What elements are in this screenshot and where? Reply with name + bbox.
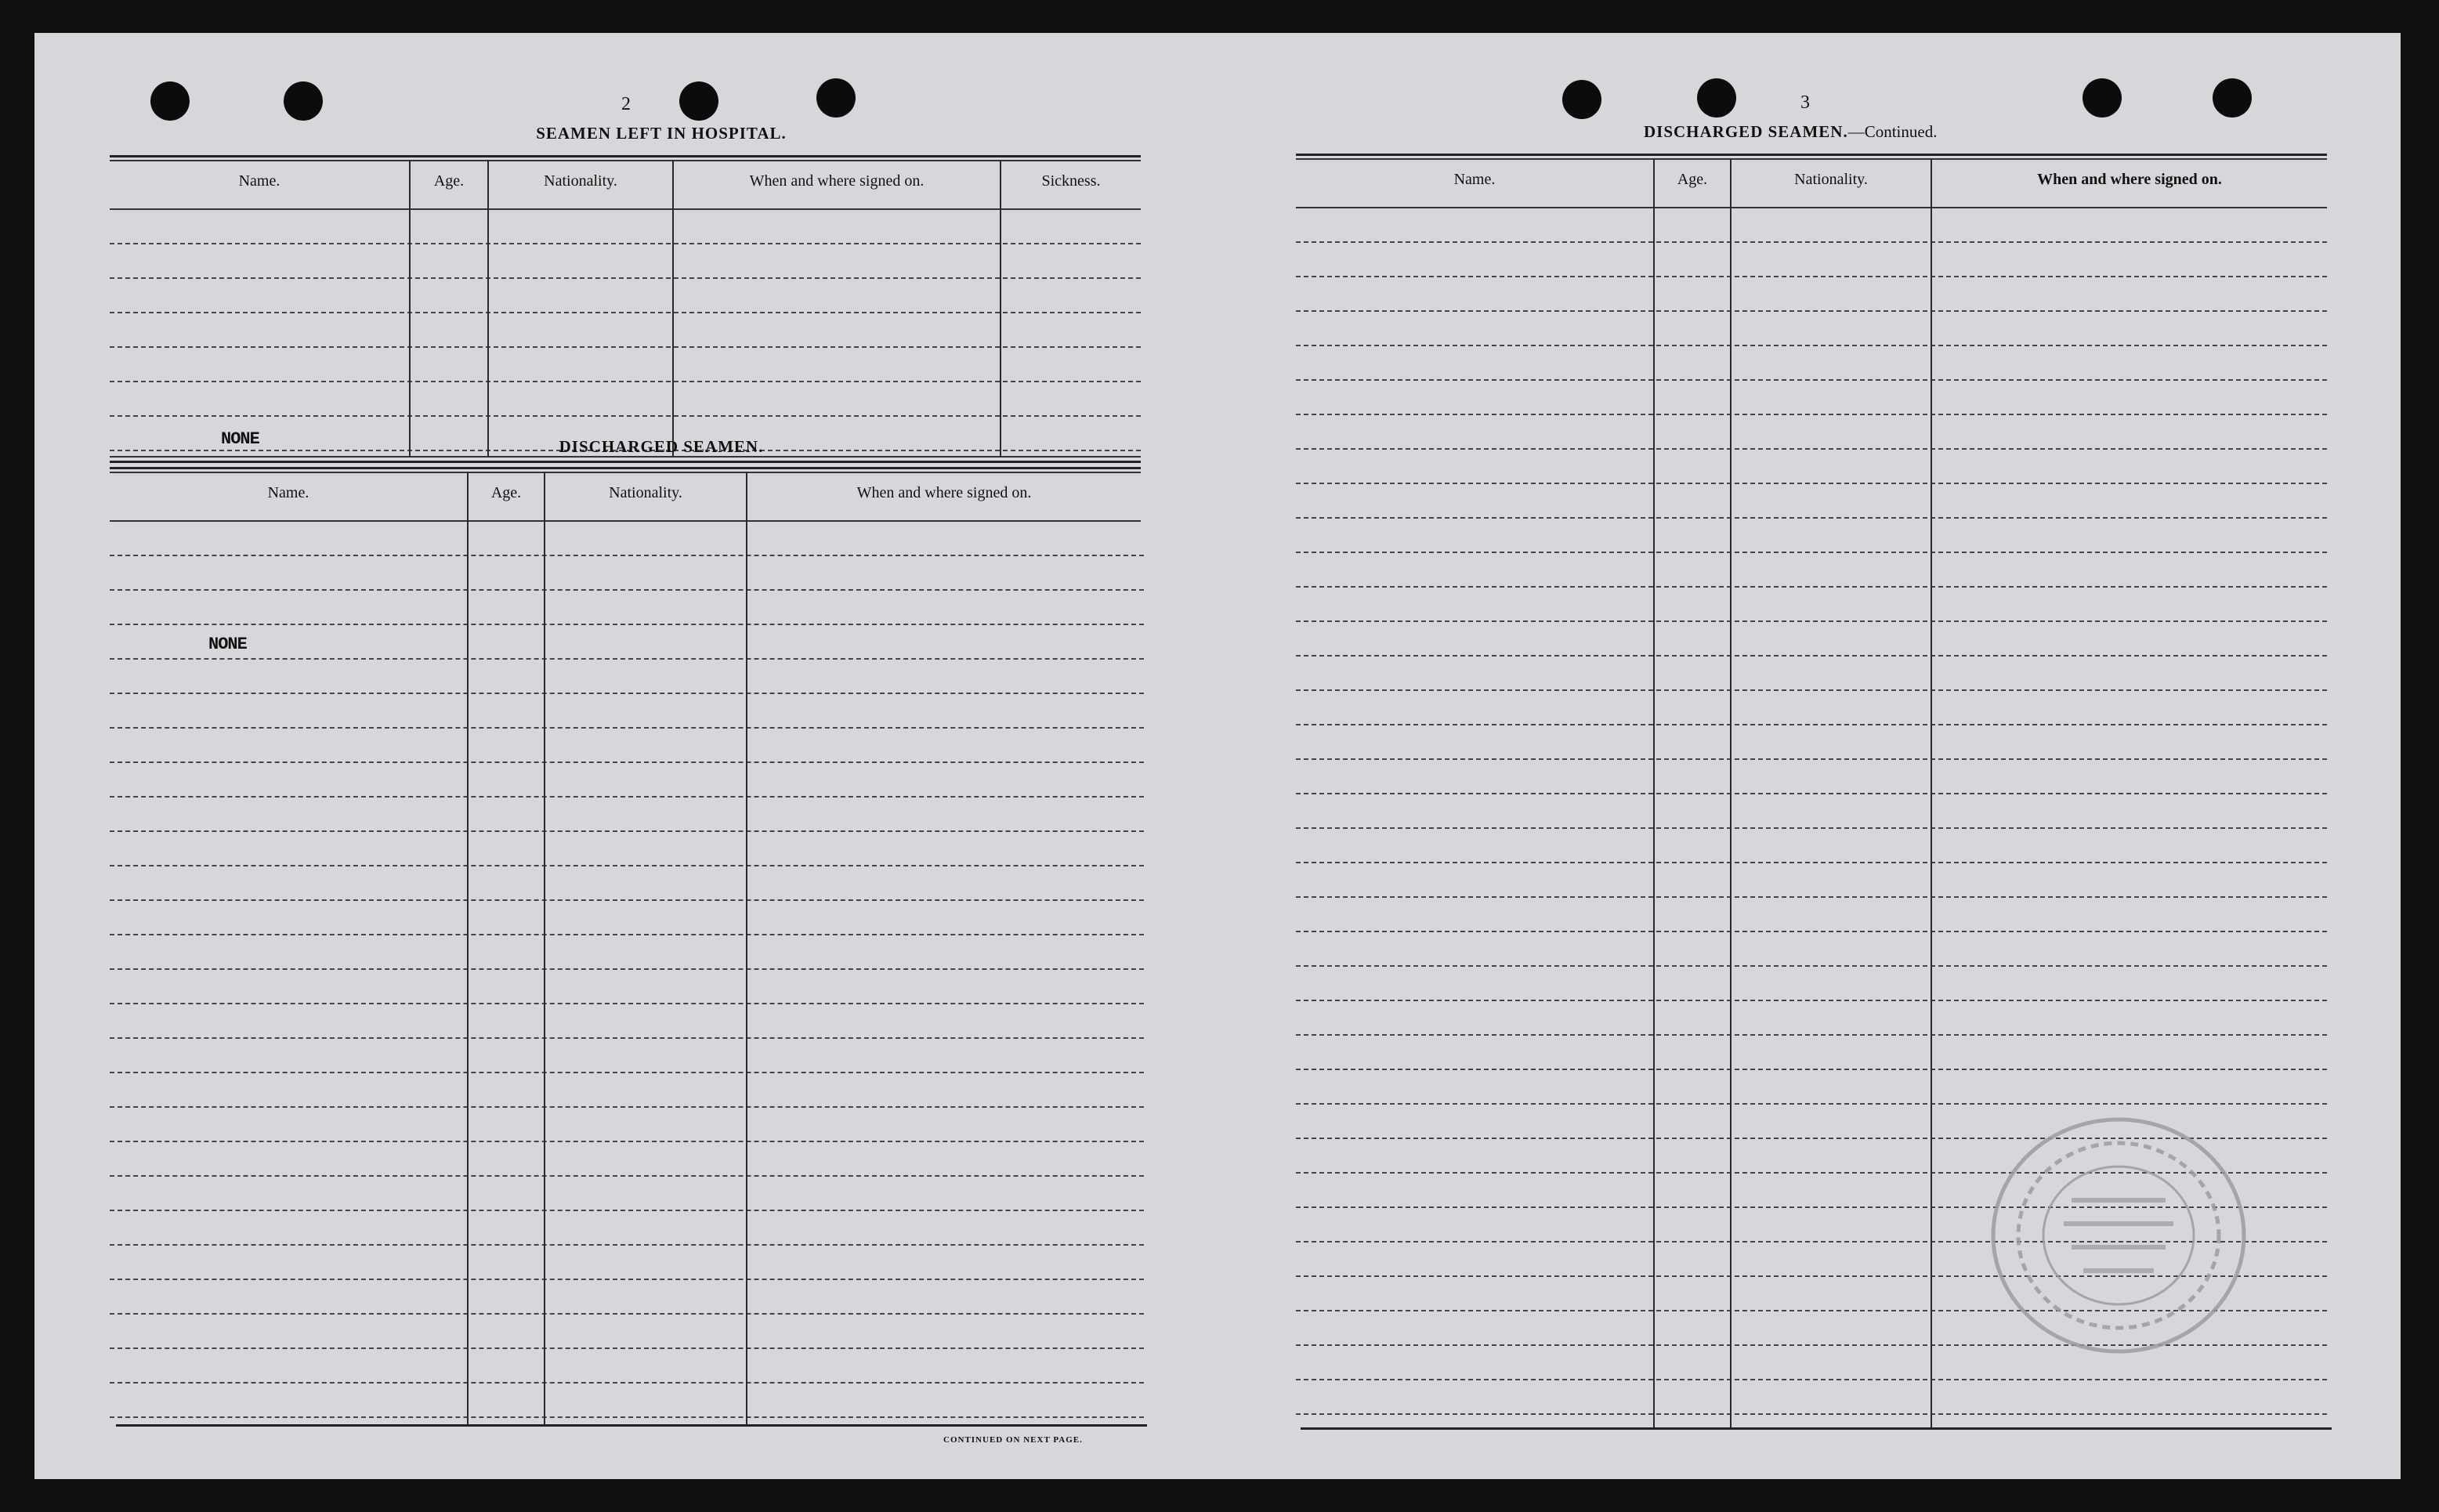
hospital-col-divider [1000,160,1001,458]
right-col-age: Age. [1677,171,1708,188]
discharged-header-rule [110,520,1141,522]
punch-hole-icon [2213,78,2252,118]
discharged-col-signed-on: When and where signed on. [856,484,1032,501]
ruled-line [110,312,1141,313]
discharged-table-top-rule [110,467,1141,469]
ruled-line [1296,931,2327,932]
discharged-table-bottom-rule [116,1424,1147,1427]
ruled-line [1296,586,2327,588]
ruled-line [1296,1069,2327,1070]
ruled-line [110,693,1144,694]
hospital-table-top-rule-2 [110,160,1141,161]
ruled-line [110,1175,1144,1177]
punch-hole-icon [2083,78,2122,118]
discharged-table-top-rule-2 [110,472,1141,473]
ruled-line [110,1313,1144,1315]
hospital-section-title: SEAMEN LEFT IN HOSPITAL. [536,124,787,143]
right-header-rule [1296,207,2327,208]
right-col-divider [1653,158,1655,1427]
ruled-line [1296,414,2327,415]
punch-hole-icon [1562,80,1601,119]
ruled-line [110,1382,1144,1384]
hospital-col-age: Age. [433,172,465,190]
ruled-line [1296,862,2327,863]
ruled-line [1296,379,2327,381]
ruled-line [1296,793,2327,794]
ruled-line [110,968,1144,970]
right-col-divider [1931,158,1932,1427]
document-sheet [34,33,2401,1479]
punch-hole-icon [284,81,323,121]
ruled-line [110,865,1144,866]
punch-hole-icon [1697,78,1736,118]
discharged-continued-title-main: DISCHARGED SEAMEN. [1644,122,1848,141]
ruled-line [110,1416,1144,1418]
ruled-line [1296,310,2327,312]
ruled-line [110,243,1141,244]
ruled-line [110,899,1144,901]
right-col-signed-on: When and where signed on. [2037,171,2222,188]
ruled-line [1296,1103,2327,1105]
right-col-nationality: Nationality. [1794,171,1868,188]
right-table-top-rule [1296,154,2327,156]
ruled-line [110,346,1141,348]
discharged-col-divider [544,472,545,1424]
right-table-bottom-rule [1301,1427,2332,1430]
right-col-name: Name. [1453,171,1496,188]
ruled-line [1296,448,2327,450]
hospital-none-entry: NONE [221,429,259,449]
right-col-divider [1730,158,1732,1427]
discharged-col-divider [746,472,747,1424]
ruled-line [110,589,1144,591]
ruled-line [1296,689,2327,691]
ruled-line [110,624,1144,625]
ruled-line [1296,724,2327,725]
ruled-line [1296,1000,2327,1001]
ruled-line [1296,345,2327,346]
discharged-col-name: Name. [267,484,309,501]
ruled-line [1296,241,2327,243]
ruled-line [110,761,1144,763]
discharged-col-age: Age. [490,484,522,501]
continued-footer: CONTINUED ON NEXT PAGE. [943,1435,1083,1445]
hospital-table-top-rule [110,155,1141,157]
ruled-line [1296,483,2327,484]
hospital-col-name: Name. [238,172,280,190]
ruled-line [110,381,1141,382]
ruled-line [110,796,1144,798]
ruled-line [1296,276,2327,277]
discharged-continued-title-suffix: —Continued. [1847,122,1938,141]
hospital-col-divider [409,160,411,458]
hospital-col-divider [487,160,489,458]
ruled-line [1296,1379,2327,1380]
ruled-line [110,1244,1144,1246]
ruled-line [110,1210,1144,1211]
ruled-line [1296,552,2327,553]
ruled-line [110,1279,1144,1280]
ruled-line [1296,965,2327,967]
ruled-line [110,830,1144,832]
ruled-line [110,1106,1144,1108]
hospital-col-nationality: Nationality. [544,172,617,190]
discharged-col-divider [467,472,469,1424]
ruled-line [1296,827,2327,829]
hospital-table-bottom-rule-2 [110,461,1141,463]
punch-hole-icon [150,81,190,121]
ruled-line [1296,1413,2327,1415]
ruled-line [1296,758,2327,760]
circular-ink-stamp-icon [1970,1106,2267,1365]
ruled-line [110,1141,1144,1142]
hospital-header-rule [110,208,1141,210]
ruled-line [110,1037,1144,1039]
ruled-line [110,934,1144,935]
page-number-right: 3 [1800,92,1810,113]
page-number-left: 2 [621,94,631,114]
hospital-col-signed-on: When and where signed on. [749,172,925,190]
ruled-line [1296,655,2327,657]
hospital-col-sickness: Sickness. [1041,172,1101,190]
ruled-line [110,555,1144,556]
discharged-none-entry: NONE [208,635,247,654]
hospital-col-divider [672,160,674,458]
ruled-line [110,1347,1144,1349]
ruled-line [1296,517,2327,519]
ruled-line [1296,1034,2327,1036]
right-table-top-rule-2 [1296,158,2327,160]
ruled-line [1296,896,2327,898]
ruled-line [110,658,1144,660]
ruled-line [110,277,1141,279]
ruled-line [110,1072,1144,1073]
punch-hole-icon [679,81,718,121]
ruled-line [110,727,1144,729]
ruled-line [110,1003,1144,1004]
discharged-continued-title [1644,122,1937,142]
discharged-section-title: DISCHARGED SEAMEN. [559,437,764,456]
ruled-line [110,415,1141,417]
ruled-line [1296,620,2327,622]
discharged-col-nationality: Nationality. [609,484,682,501]
punch-hole-icon [816,78,856,118]
